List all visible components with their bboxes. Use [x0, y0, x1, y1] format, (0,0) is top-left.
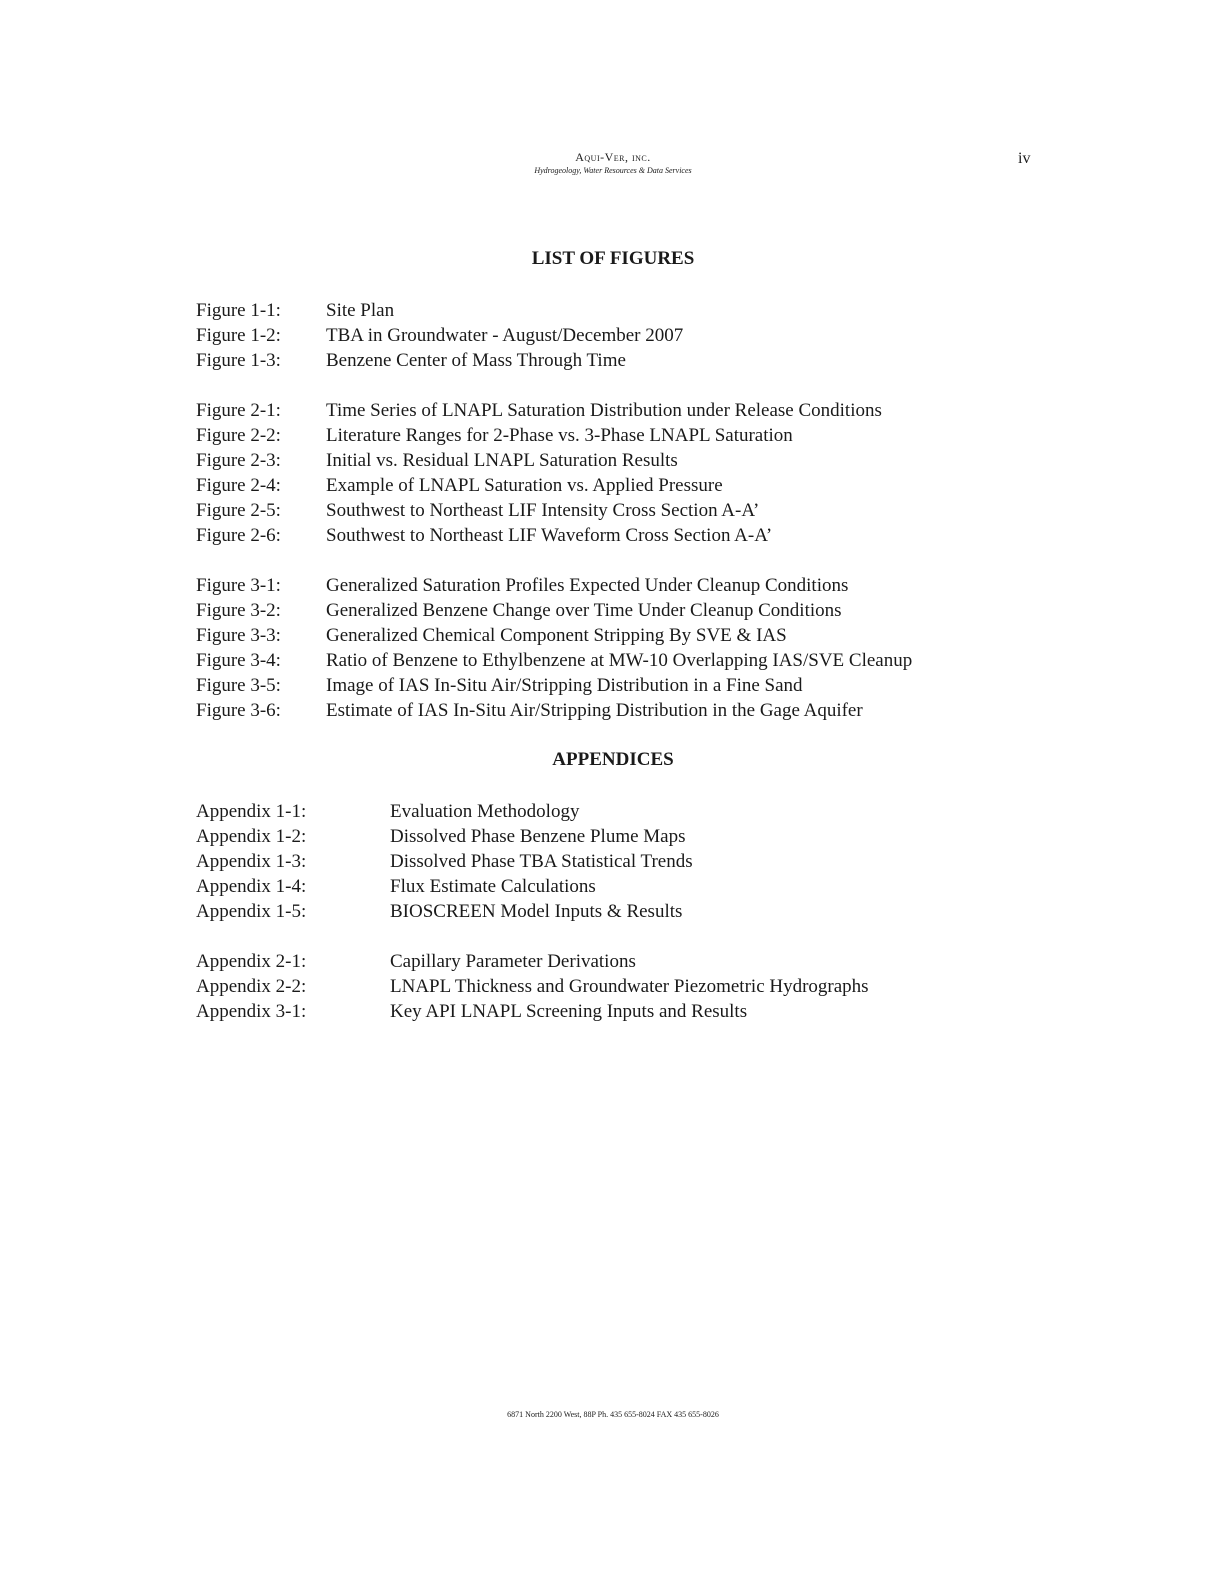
figure-title: Site Plan [326, 300, 395, 321]
figure-label: Figure 1-2: [196, 325, 281, 346]
appendix-title: LNAPL Thickness and Groundwater Piezometric Hydrographs [390, 976, 869, 997]
figure-title: Initial vs. Residual LNAPL Saturation Results [326, 450, 678, 471]
list-item [196, 799, 996, 824]
list-item [196, 874, 996, 899]
appendix-label: Appendix 1-2: [196, 826, 307, 847]
figures-group-3 [196, 573, 1016, 723]
list-item [196, 498, 1016, 523]
list-item [196, 974, 996, 999]
appendix-label: Appendix 2-1: [196, 951, 307, 972]
appendix-title: Evaluation Methodology [390, 801, 580, 822]
list-item [196, 949, 996, 974]
appendices-heading: APPENDICES [552, 749, 674, 770]
list-item [196, 824, 996, 849]
figure-title: Time Series of LNAPL Saturation Distribution under Release Conditions [326, 400, 882, 421]
figure-label: Figure 3-5: [196, 675, 281, 696]
list-item [196, 623, 1016, 648]
figure-title: Southwest to Northeast LIF Waveform Cross Section A-A’ [326, 525, 773, 546]
figures-group-1 [196, 298, 1016, 373]
appendix-title: Capillary Parameter Derivations [390, 951, 636, 972]
list-item [196, 348, 1016, 373]
list-item [196, 298, 1016, 323]
appendices-group-2 [196, 949, 996, 1024]
list-item [196, 849, 996, 874]
figure-label: Figure 3-4: [196, 650, 281, 671]
list-item [196, 323, 1016, 348]
figure-label: Figure 1-1: [196, 300, 281, 321]
list-item [196, 673, 1016, 698]
company-tagline: Hydrogeology, Water Resources & Data Services [534, 166, 692, 175]
figure-label: Figure 2-2: [196, 425, 281, 446]
list-item [196, 598, 1016, 623]
figure-title: Southwest to Northeast LIF Intensity Cross Section A-A’ [326, 500, 760, 521]
figure-label: Figure 2-5: [196, 500, 281, 521]
appendix-title: BIOSCREEN Model Inputs & Results [390, 901, 683, 922]
appendix-label: Appendix 3-1: [196, 1001, 307, 1022]
appendix-title: Dissolved Phase TBA Statistical Trends [390, 851, 693, 872]
figure-title: Image of IAS In-Situ Air/Stripping Distribution in a Fine Sand [326, 675, 803, 696]
figure-label: Figure 3-2: [196, 600, 281, 621]
appendix-label: Appendix 1-1: [196, 801, 307, 822]
appendices-group-1 [196, 799, 996, 924]
figure-label: Figure 2-6: [196, 525, 281, 546]
appendix-label: Appendix 2-2: [196, 976, 307, 997]
figure-title: TBA in Groundwater - August/December 2007 [326, 325, 684, 346]
list-of-figures-heading: LIST OF FIGURES [531, 248, 695, 269]
company-name: Aqui-Ver, inc. [575, 150, 651, 164]
figure-label: Figure 2-3: [196, 450, 281, 471]
list-item [196, 473, 1016, 498]
list-item [196, 423, 1016, 448]
list-item [196, 698, 1016, 723]
figure-title: Estimate of IAS In-Situ Air/Stripping Distribution in the Gage Aquifer [326, 700, 863, 721]
figure-title: Generalized Chemical Component Stripping By SVE & IAS [326, 625, 787, 646]
appendix-label: Appendix 1-4: [196, 876, 307, 897]
figures-group-2 [196, 398, 1016, 548]
figure-title: Benzene Center of Mass Through Time [326, 350, 626, 371]
figure-label: Figure 3-6: [196, 700, 281, 721]
list-item [196, 648, 1016, 673]
figure-title: Ratio of Benzene to Ethylbenzene at MW-10 Overlapping IAS/SVE Cleanup [326, 650, 913, 671]
figure-title: Generalized Benzene Change over Time Under Cleanup Conditions [326, 600, 842, 621]
figure-label: Figure 2-1: [196, 400, 281, 421]
figure-label: Figure 2-4: [196, 475, 281, 496]
list-item [196, 398, 1016, 423]
appendix-label: Appendix 1-5: [196, 901, 307, 922]
list-item [196, 448, 1016, 473]
figure-label: Figure 3-1: [196, 575, 281, 596]
figure-label: Figure 3-3: [196, 625, 281, 646]
figure-title: Literature Ranges for 2-Phase vs. 3-Phase LNAPL Saturation [326, 425, 793, 446]
appendix-title: Flux Estimate Calculations [390, 876, 596, 897]
list-item [196, 899, 996, 924]
figure-title: Example of LNAPL Saturation vs. Applied Pressure [326, 475, 723, 496]
appendix-title: Dissolved Phase Benzene Plume Maps [390, 826, 686, 847]
page-number: iv [1018, 150, 1031, 167]
figure-label: Figure 1-3: [196, 350, 281, 371]
list-item [196, 523, 1016, 548]
figure-title: Generalized Saturation Profiles Expected Under Cleanup Conditions [326, 575, 849, 596]
appendix-title: Key API LNAPL Screening Inputs and Results [390, 1001, 748, 1022]
list-item [196, 573, 1016, 598]
list-item [196, 999, 996, 1024]
appendix-label: Appendix 1-3: [196, 851, 307, 872]
footer-address: 6871 North 2200 West, 88P Ph. 435 655-8024 FAX 435 655-8026 [507, 1410, 719, 1419]
